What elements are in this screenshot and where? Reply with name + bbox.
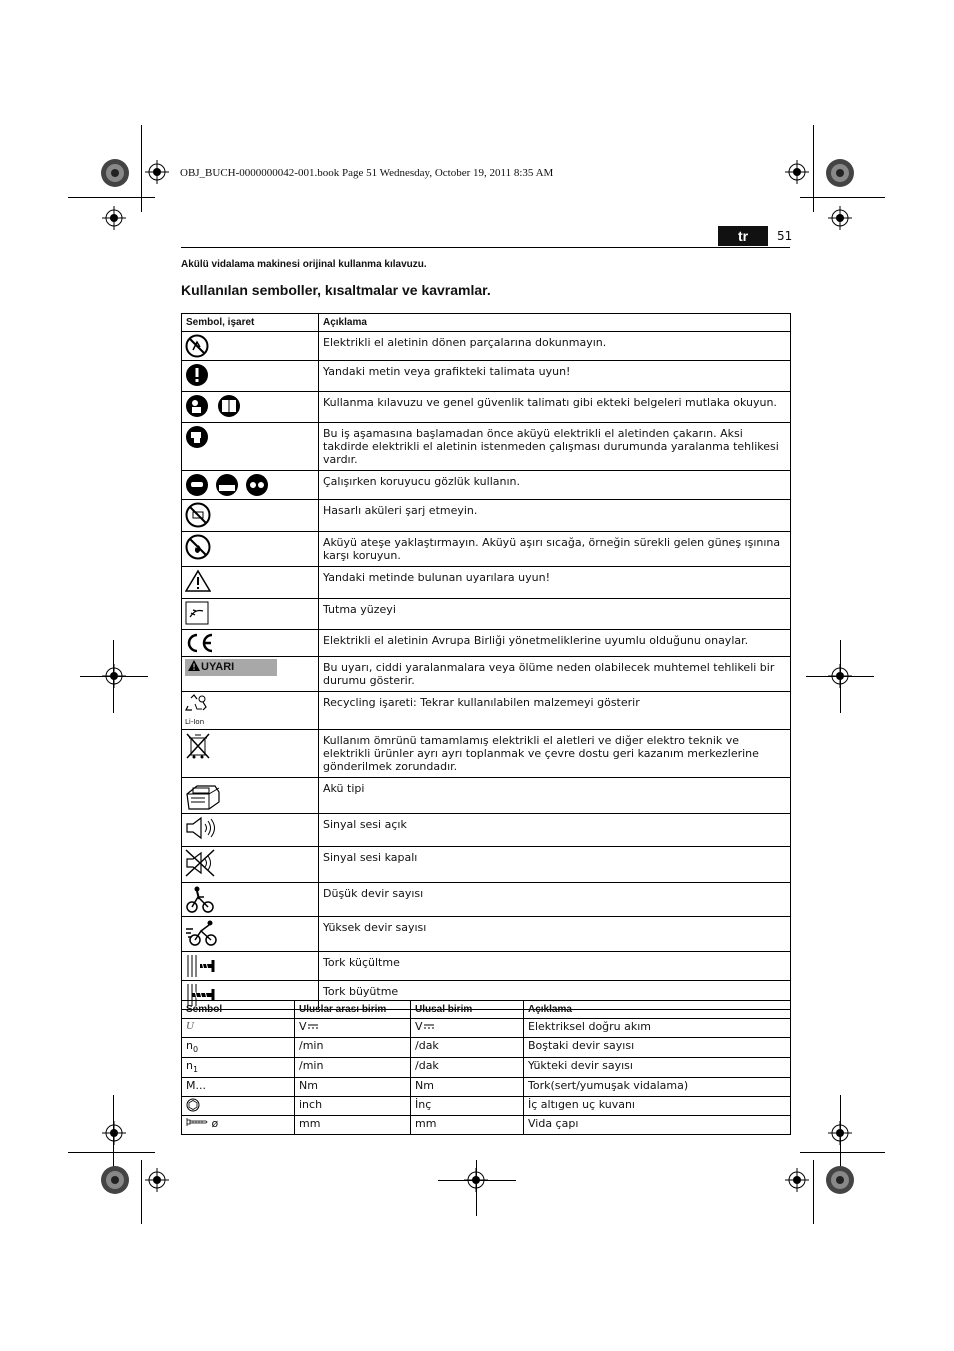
row-description: Akü tipi (319, 778, 791, 814)
read-manual-icon (185, 394, 241, 418)
unit-intl: inch (295, 1097, 411, 1116)
row-description: Yandaki metinde bulunan uyarılara uyun! (319, 567, 791, 599)
page-number: 51 (777, 229, 793, 243)
unit-symbol: M... (182, 1078, 295, 1097)
unit-national: İnç (411, 1097, 524, 1116)
row-description: Kullanım ömrünü tamamlamış elektrikli el aletleri ve diğer elektro teknik ve elektrikli ürünler ayrı ayrı toplanmak ve çevre dostu geri kazanım merkezlerine gönderilmek zorundadır. (319, 730, 791, 778)
low-speed-bike-icon (185, 885, 215, 913)
row-description: Recycling işareti: Tekrar kullanılabilen malzemeyi gösterir (319, 692, 791, 730)
row-description: Kullanma kılavuzu ve genel güvenlik talimatı gibi ekteki belgeleri mutlaka okuyun. (319, 392, 791, 423)
unit-description: Vida çapı (524, 1116, 791, 1135)
crosshair-icon (145, 1168, 169, 1192)
manual-subtitle: Akülü vidalama makinesi orijinal kullanma kılavuzu. (181, 259, 427, 270)
unit-national: /dak (411, 1058, 524, 1078)
unit-intl: /min (295, 1058, 411, 1078)
row-description: Sinyal sesi açık (319, 814, 791, 847)
column-header-description: Açıklama (524, 1001, 791, 1019)
column-header-description: Açıklama (319, 314, 791, 332)
crosshair-icon (785, 160, 809, 184)
remove-battery-icon (185, 425, 209, 449)
unit-symbol: n (186, 1039, 193, 1052)
row-description: Bu iş aşamasına başlamadan önce aküyü elektrikli el aletinden çakarın. Aksi takdirde elektrikli el aletinin istenmeden çalışması durumunda yaralanma tehlikesi vardır. (319, 423, 791, 471)
unit-symbol: U (182, 1019, 295, 1038)
crosshair-icon (828, 1121, 852, 1145)
screw-icon (186, 1117, 208, 1127)
column-header-symbol: Sembol, işaret (182, 314, 319, 332)
language-tab: tr (718, 226, 768, 246)
unit-intl: Nm (295, 1078, 411, 1097)
row-description: Hasarlı aküleri şarj etmeyin. (319, 500, 791, 532)
unit-symbol: ø (211, 1117, 219, 1131)
no-fire-icon (185, 534, 211, 560)
row-description: Elektrikli el aletinin Avrupa Birliği yönetmeliklerine uyumlu olduğunu onaylar. (319, 630, 791, 657)
row-description: Sinyal sesi kapalı (319, 847, 791, 883)
symbols-table (181, 313, 791, 1010)
unit-national: V (415, 1020, 423, 1033)
crosshair-icon (828, 664, 852, 688)
column-header-international-unit: Uluslar arası birim (295, 1001, 411, 1019)
crosshair-icon (785, 1168, 809, 1192)
registration-target-icon (825, 1165, 855, 1195)
unit-national: mm (411, 1116, 524, 1135)
unit-national: /dak (411, 1038, 524, 1058)
column-header-symbol: Sembol (182, 1001, 295, 1019)
header-rule (181, 247, 790, 248)
unit-description: Yükteki devir sayısı (524, 1058, 791, 1078)
warning-badge-label: UYARI (201, 661, 235, 673)
no-charge-damaged-icon (185, 502, 211, 528)
dc-symbol-icon (307, 1021, 319, 1031)
hex-socket-icon (186, 1098, 200, 1112)
table-row (182, 1058, 791, 1078)
crosshair-icon (828, 206, 852, 230)
warning-badge (185, 659, 277, 676)
high-speed-bike-icon (185, 919, 219, 947)
unit-description: Boştaki devir sayısı (524, 1038, 791, 1058)
table-row (182, 1116, 791, 1135)
row-description: Tork küçültme (319, 952, 791, 981)
unit-national: Nm (411, 1078, 524, 1097)
crosshair-icon (464, 1168, 488, 1192)
dc-symbol-icon (423, 1021, 435, 1031)
row-description: Aküyü ateşe yaklaştırmayın. Aküyü aşırı sıcağa, örneğin sürekli gelen güneş ışınına karşı koruyun. (319, 532, 791, 567)
row-description: Düşük devir sayısı (319, 883, 791, 917)
section-title: Kullanılan semboller, kısaltmalar ve kavramlar. (181, 282, 491, 298)
battery-type-icon (185, 780, 221, 810)
registration-target-icon (825, 158, 855, 188)
warning-triangle-icon (187, 659, 201, 672)
crosshair-icon (145, 160, 169, 184)
warning-triangle-icon (185, 569, 211, 593)
row-description: Yandaki metin veya grafikteki talimata uyun! (319, 361, 791, 392)
table-row (182, 1097, 791, 1116)
ce-mark-icon (185, 632, 215, 654)
column-header-national-unit: Ulusal birim (411, 1001, 524, 1019)
row-description: Tork büyütme (319, 981, 791, 1010)
registration-target-icon (100, 1165, 130, 1195)
grip-surface-icon (185, 601, 209, 625)
unit-description: Elektriksel doğru akım (524, 1019, 791, 1038)
unit-description: İç altıgen uç kuvanı (524, 1097, 791, 1116)
row-description: Yüksek devir sayısı (319, 917, 791, 952)
torque-down-icon (185, 954, 219, 978)
units-table (181, 1000, 791, 1135)
speaker-off-icon (185, 849, 215, 877)
recycling-icon-label: Li-Ion (185, 718, 205, 726)
crosshair-icon (102, 1121, 126, 1145)
crosshair-icon (102, 664, 126, 688)
no-touch-rotating-icon (185, 334, 209, 358)
unit-intl: mm (295, 1116, 411, 1135)
protective-goggles-icon (185, 473, 269, 497)
unit-symbol-subscript: 1 (192, 1065, 199, 1075)
crossed-bin-icon (185, 732, 211, 760)
speaker-on-icon (185, 816, 215, 840)
unit-symbol: n (186, 1059, 193, 1073)
exclamation-icon (185, 363, 209, 387)
unit-intl: V (299, 1020, 307, 1033)
unit-intl: /min (295, 1038, 411, 1058)
row-description: Bu uyarı, ciddi yaralanmalara veya ölüme neden olabilecek muhtemel tehlikeli bir durumu gösterir. (319, 657, 791, 692)
row-description: Tutma yüzeyi (319, 599, 791, 630)
row-description: Elektrikli el aletinin dönen parçalarına dokunmayın. (319, 332, 791, 361)
unit-description: Tork(sert/yumuşak vidalama) (524, 1078, 791, 1097)
table-row (182, 1078, 791, 1097)
crosshair-icon (102, 206, 126, 230)
table-row (182, 1019, 791, 1038)
table-row (182, 1038, 791, 1058)
registration-target-icon (100, 158, 130, 188)
row-description: Çalışırken koruyucu gözlük kullanın. (319, 471, 791, 500)
book-info-line: OBJ_BUCH-0000000042-001.book Page 51 Wednesday, October 19, 2011 8:35 AM (180, 167, 554, 179)
recycling-icon (185, 694, 209, 714)
unit-symbol-subscript: 0 (192, 1045, 199, 1055)
